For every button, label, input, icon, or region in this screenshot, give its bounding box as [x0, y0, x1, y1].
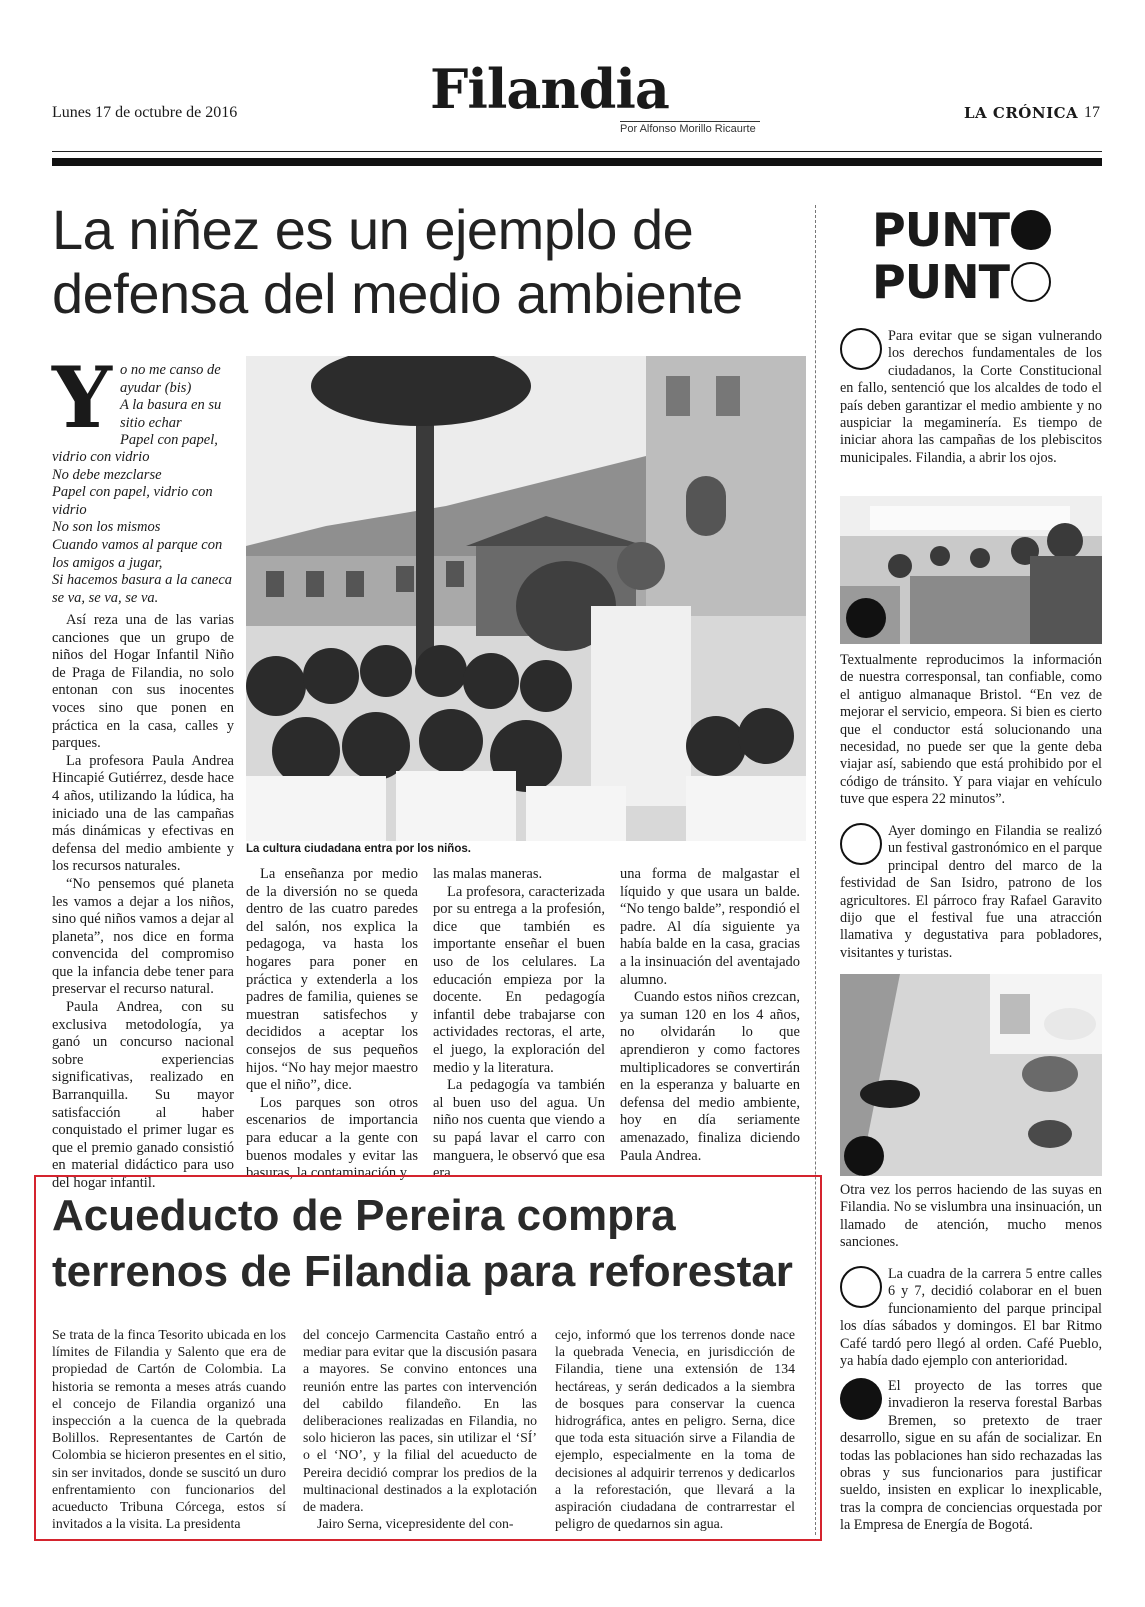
paragraph: “No pensemos qué planeta les vamos a dejar a los niños, sino qué niños vamos a dejar al planeta”, nos dice en forma convencida del compromiso que la infancia debe tener para preservar el recurso natural. — [52, 875, 235, 998]
paragraph: La pedagogía va también al buen uso del agua. Un niño nos cuenta que viendo a su papá lavar el carro con manguera, le observó que esa era — [433, 1077, 605, 1182]
issue-date: Lunes 17 de octubre de 2016 — [52, 104, 238, 121]
poem-line: ayudar (bis) — [120, 379, 192, 396]
second-story-column-2 — [303, 1326, 537, 1532]
bus-interior-photo — [840, 496, 1102, 644]
white-dot-icon — [1011, 262, 1051, 302]
poem-line: sitio echar — [120, 414, 182, 431]
paragraph: Se trata de la finca Tesorito ubicada en los límites de Filandia y Salento que era de propiedad de Cartón de Colombia. La historia se remonta a meses atrás cuando el concejo de Filandia organizó una inspección a la cuenca de la quebrada Bolillos. Representantes de Cartón de Colombia se hicieron presentes en el sitio, sin ser invitados, donde se suscitó un duro enfrentamiento con funcionarios del acueducto Tribuna Córcega, estos sí invitados a la visita. La presidenta — [52, 1327, 286, 1532]
sidebar-title-line-2: PUNT — [872, 255, 1009, 309]
poem-line: Cuando vamos al parque con los amigos a jugar, — [52, 536, 223, 571]
poem-line: Papel con papel, — [120, 432, 218, 449]
poem-lines-top — [120, 362, 230, 450]
main-story-column-3 — [433, 866, 605, 1183]
main-headline: La niñez es un ejemplo de defensa del medio ambiente — [52, 198, 743, 325]
header-rule-thin — [52, 151, 1102, 152]
paragraph: Jairo Serna, vicepresidente del con- — [317, 1516, 514, 1532]
page-number: 17 — [1084, 104, 1100, 121]
section-byline: Por Alfonso Morillo Ricaurte — [620, 121, 760, 135]
sidebar-item-1: Para evitar que se sigan vulnerando los derechos fundamentales de los ciudadanos, la Corte Constitucional en fallo, sentenció que los alcaldes de todo el país deben garantizar el medio ambiente y no auspiciar la megaminería. Es tiempo de iniciar ahora las campañas de los plebiscitos municipales. Filandia, a abrir los ojos. — [840, 328, 1102, 466]
paragraph: La enseñanza por medio de la diversión no se queda dentro de las cuatro paredes del salón, nos explica la pedagoga, va hasta los hogares para poner en práctica y extenderla a los padres de familia, quienes se muestran satisfechos y decididos a aceptar los consejos de sus pequeños hijos. “No hay mejor maestro que el niño”, dice. — [246, 866, 418, 1094]
black-dot-icon — [1011, 210, 1051, 250]
newspaper-name: LA CRÓNICA — [964, 104, 1079, 122]
poem-line: No son los mismos — [52, 519, 161, 536]
paragraph: una forma de malgastar el líquido y que usara un balde. “No tengo balde”, respondió el padre. Al día siguiente ya había balde en la casa, gracias a la insinuación del aventajado alumno. — [620, 866, 800, 988]
dogs-street-photo — [840, 974, 1102, 1176]
main-story-column-1 — [52, 612, 234, 1193]
header-rule-thick — [52, 158, 1102, 166]
poem-line: o no me canso de — [120, 362, 221, 378]
poem-line: No debe mezclarse — [52, 466, 162, 483]
sidebar-item-3: Ayer domingo en Filandia se realizó un festival gastronómico en el parque principal dentro del marco de la festividad de San Isidro, patrono de los agricultores. El párroco fray Rafael Garavito dijo que el festival fue una atracción llamativa y degustativa para pobladores, visitantes y turistas. — [840, 823, 1102, 961]
sidebar-item-6: El proyecto de las torres que invadieron la reserva forestal Barbas Bremen, so pretexto de traer desarrollo, sigue en su afán de socializar. En todas las poblaciones han sido rechazadas las obras y sus funcionarios para justificar sueldo, insisten en explicar lo inexplicable, tras la compra de conciencias orquestada por la Empresa de Energía de Bogotá. — [840, 1378, 1102, 1534]
sidebar-item-4: Otra vez los perros haciendo de las suyas en Filandia. No se vislumbra una insinuación, un llamado de atención, mucho menos sanciones. — [840, 1182, 1102, 1251]
sidebar-item-5: La cuadra de la carrera 5 entre calles 6 y 7, decidió colaborar en el buen funcionamiento del parque principal los días sábados y domingos. El bar Ritmo Café tardó pero llegó al orden. Café Pueblo, ya había dado ejemplo con anterioridad. — [840, 1266, 1102, 1370]
drop-cap: Y — [52, 348, 112, 447]
second-headline: Acueducto de Pereira compra terrenos de Filandia para reforestar — [52, 1191, 793, 1296]
paragraph: Paula Andrea, con su exclusiva metodología, ya ganó un concurso nacional sobre experiencias significativas, realizado en Barranquilla. Su mayor satisfacción al haber conquistado el primer lugar es que el premio ganado consistió en material didáctico para uso del hogar infantil. — [52, 999, 234, 1191]
sidebar-title-line-1: PUNT — [872, 203, 1009, 257]
poem-line: Si hacemos basura a la caneca se va, se va, se va. — [52, 572, 233, 606]
poem-line: vidrio con vidrio — [52, 449, 150, 465]
paragraph: las malas maneras. — [433, 866, 543, 882]
poem-line: Papel con papel, vidrio con vidrio — [52, 484, 213, 518]
children-class-photo — [246, 356, 806, 841]
paragraph: La profesora Paula Andrea Hincapié Gutiérrez, desde hace 4 años, utilizando la lúdica, ha iniciado una de las campañas más dinámicas y efectivas en defensa del medio ambiente y los recursos naturales. — [52, 752, 234, 875]
section-title: Filandia — [430, 57, 669, 121]
main-story-column-2 — [246, 866, 418, 1183]
photo-caption: La cultura ciudadana entra por los niños. — [246, 843, 471, 855]
poem-lines-bottom — [52, 449, 237, 607]
sidebar-item-2: Textualmente reproducimos la información de nuestra corresponsal, tan confiable, como el antiguo almanaque Bristol. “En vez de mejorar el servicio, empeora. Si bien es cierto que el conductor está solucionando una necesidad, no puede ser que la gente deba viajar así, sabiendo que está prohibido por el código de tránsito. Y para viajar en vehículo tuve que espera 22 minutos”. — [840, 652, 1102, 808]
paragraph: Los parques son otros escenarios de importancia para educar a la gente con buenos modales y evitar las basuras, la contaminación y — [246, 1094, 418, 1182]
paragraph: Cuando estos niños crezcan, ya suman 120 en los 4 años, no olvidarán lo que aprendieron y como factores multiplicadores se convertirán en la esperanza y baluarte en defensa del medio ambiente, hoy en día seriamente amenazado, finaliza diciendo Paula Andrea. — [620, 989, 800, 1164]
poem-line: A la basura en su — [120, 397, 222, 414]
main-story-column-4 — [620, 866, 800, 1165]
sidebar-title — [872, 204, 1051, 308]
second-story-column-1 — [52, 1326, 286, 1532]
paragraph: cejo, informó que los terrenos donde nace la quebrada Venecia, en jurisdicción de Filandia, tiene una extensión de 134 hectáreas, y serán dedicados a la siembra de bosques para conservar la cuenca hidrográfica, antes en peligro. Serna, dice que toda esta situación sirve a Filandia de ejemplo, especialmente en la toma de decisiones al adquirir terrenos y dedicarlos a la reforestación, que llevará a la aspiración ciudadana de contrarrestar el peligro de quedarnos sin agua. — [555, 1327, 795, 1532]
paragraph: del concejo Carmencita Castaño entró a mediar para evitar que la discusión pasara a mayores. Se convino entonces una reunión entre las partes con intervención del cabildo filandeño. En las deliberaciones realizadas en Filandia, no solo hicieron las paces, sin utilizar el ‘SÍ’ o el ‘NO’, y la filial del acueducto de Pereira decidió comprar los predios de la multinacional destinados a la explotación de madera. — [303, 1327, 537, 1515]
second-story-column-3 — [555, 1326, 795, 1532]
paragraph: Así reza una de las varias canciones que un grupo de niños del Hogar Infantil Niño de Praga de Filandia, no solo entonan con sus inocentes voces sino que ponen en práctica en la casa, calles y parques. — [52, 612, 234, 752]
paragraph: La profesora, caracterizada por su entrega a la profesión, dice que también es importante enseñar el buen uso de los celulares. La educación empieza por la docente. En pedagogía infantil debe trabajarse con actividades rectoras, el arte, el juego, la exploración del medio y la literatura. — [433, 883, 605, 1076]
